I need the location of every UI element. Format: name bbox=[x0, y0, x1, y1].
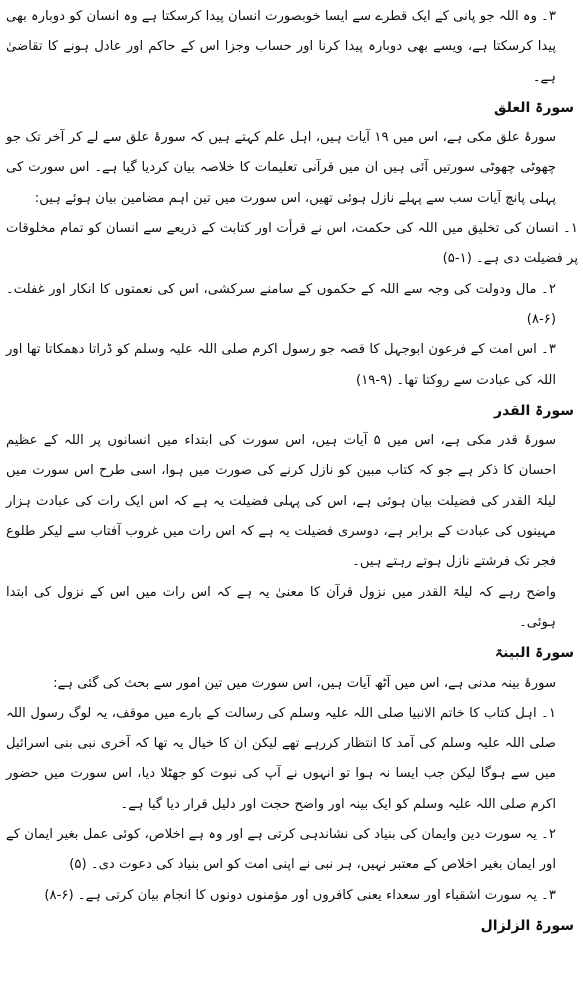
section-heading: سورۃ البینۃ bbox=[494, 645, 574, 662]
document-page bbox=[6, 2, 578, 941]
paragraph: ۳۔ یہ سورت اشقیاء اور سعداء یعنی کافروں اور مؤمنوں دونوں کا انجام بیان کرتی ہے۔ (۶-۸) bbox=[44, 887, 556, 903]
paragraph: سورۂ بینہ مدنی ہے، اس میں آٹھ آیات ہیں، اس سورت میں تین امور سے بحث کی گئی ہے: bbox=[53, 675, 556, 691]
section-heading: سورۃ الزلزال bbox=[480, 917, 574, 934]
paragraph: ۳۔ وہ اللہ جو پانی کے ایک قطرے سے ایسا خوبصورت انسان پیدا کرسکتا ہے وہ انسان کو دوبارہ بھی پیدا کرسکتا ہے، ویسے بھی دوبارہ پیدا کرنا اور حساب وجزا اس کے حاکم اور عادل ہونے کا تقاضیٰ ہے۔ bbox=[6, 9, 556, 85]
section-heading: سورۃ العلق bbox=[494, 99, 574, 116]
paragraph: واضح رہے کہ لیلۃ القدر میں نزول قرآن کا معنیٰ یہ ہے کہ اس رات میں اس کے نزول کی ابتدا ہوئی۔ bbox=[6, 584, 556, 630]
paragraph: ۱۔ اہل کتاب کا خاتم الانبیا صلی اللہ علیہ وسلم کی رسالت کے بارے میں موقف، یہ لوگ رسول اللہ صلی اللہ علیہ وسلم کی آمد کا انتظار کررہے تھے لیکن ان کا خیال یہ تھا کہ آخری نبی بنی اسرائیل میں سے ہوگا لیکن جب ایسا نہ ہوا تو انہوں نے آپ کی نبوت کو جھٹلا دیا، اس سورت میں حضور اکرم صلی اللہ علیہ وسلم کو ایک بینہ اور واضح حجت اور دلیل قرار دیا گیا ہے۔ bbox=[6, 705, 556, 812]
paragraph: سورۂ قدر مکی ہے، اس میں ۵ آیات ہیں، اس سورت کی ابتداء میں انسانوں پر اللہ کے عظیم احسان کا ذکر ہے جو کہ کتاب مبین کو نازل کرنے کی صورت میں ہوا، اسی طرح اس سورت میں لیلۃ القدر کی فضیلت بیان ہوئی ہے، اس کی پہلی فضیلت یہ ہے کہ اس ایک رات کی عبادت ہزار مہینوں کی عبادت کے برابر ہے، دوسری فضیلت یہ ہے کہ اس رات میں غروب آفتاب سے لیکر طلوع فجر تک فرشتے نازل ہوتے رہتے ہیں۔ bbox=[6, 433, 556, 570]
section-heading: سورۃ القدر bbox=[494, 402, 574, 419]
paragraph: سورۂ علق مکی ہے، اس میں ۱۹ آیات ہیں، اہل علم کہتے ہیں کہ سورۂ علق سے لے کر آخر تک جو چھوٹی چھوٹی سورتیں آئی ہیں ان میں قرآنی تعلیمات کا خلاصہ بیان کردیا گیا ہے۔ اس سورت کی پہلی پانچ آیات سب سے پہلے نازل ہوئی تھیں، اس سورت میں تین اہم مضامین بیان ہوئے ہیں: bbox=[6, 130, 556, 206]
paragraph: ۲۔ یہ سورت دین وایمان کی بنیاد کی نشاندہی کرتی ہے اور وہ ہے اخلاص، کوئی عمل بغیر ایمان کے اور ایمان بغیر اخلاص کے معتبر نہیں، ہر نبی نے اپنی امت کو اس بنیاد کی دعوت دی۔ (۵) bbox=[6, 827, 556, 873]
paragraph: ۱۔ انسان کی تخلیق میں اللہ کی حکمت، اس نے قرأت اور کتابت کے ذریعے سے انسان کو تمام مخلوقات پر فضیلت دی ہے۔ (۱-۵) bbox=[6, 221, 578, 267]
paragraph: ۲۔ مال ودولت کی وجہ سے اللہ کے حکموں کے سامنے سرکشی، اس کی نعمتوں کا انکار اور غفلت۔ (۶-۸) bbox=[6, 281, 556, 327]
paragraph: ۳۔ اس امت کے فرعون ابوجہل کا قصہ جو رسول اکرم صلی اللہ علیہ وسلم کو ڈراتا دھمکاتا تھا اور اللہ کی عبادت سے روکتا تھا۔ (۹-۱۹) bbox=[6, 342, 556, 388]
